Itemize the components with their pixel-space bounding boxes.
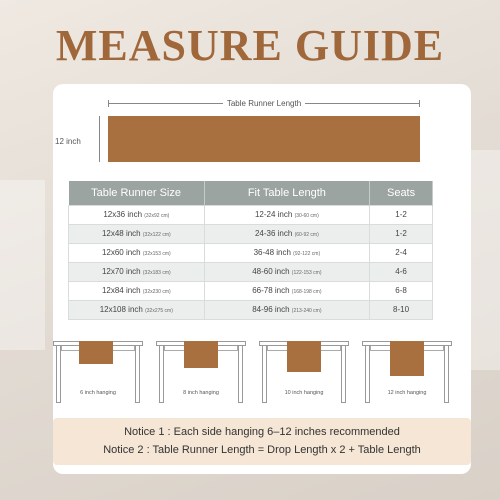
hanging-label: 8 inch hanging	[183, 390, 219, 396]
background-decor	[470, 150, 500, 370]
cell-seats	[370, 205, 433, 224]
fit-cm: (213-240 cm)	[291, 308, 322, 314]
size-table	[68, 181, 433, 320]
seats-value: 6-8	[395, 286, 407, 295]
background-decor	[0, 180, 45, 350]
cell-fit	[204, 262, 370, 281]
cell-seats	[370, 224, 433, 243]
cell-size	[69, 243, 205, 262]
fit-cm: (122-153 cm)	[291, 270, 322, 276]
fit-value: 36-48 inch	[253, 248, 291, 257]
seats-value: 1-2	[395, 210, 407, 219]
size-value: 12x48 inch	[101, 229, 141, 238]
notice-line-2: Notice 2 : Table Runner Length = Drop Length x 2 + Table Length	[103, 444, 421, 456]
size-cm: (32x230 cm)	[142, 289, 171, 295]
size-value: 12x70 inch	[101, 267, 141, 276]
fit-cm: (30-60 cm)	[294, 213, 319, 219]
cell-fit	[204, 205, 370, 224]
fit-value: 84-96 inch	[252, 305, 290, 314]
fit-value: 48-60 inch	[252, 267, 290, 276]
fit-cm: (168-198 cm)	[291, 289, 322, 295]
table-header-row	[69, 181, 433, 205]
seats-value: 4-6	[395, 267, 407, 276]
header-seats: Seats	[370, 181, 433, 205]
runner-drop	[79, 341, 113, 364]
size-cm: (32x92 cm)	[144, 213, 170, 219]
length-dimension-label: Table Runner Length	[108, 99, 420, 108]
fit-cm: (60-92 cm)	[294, 232, 319, 238]
cell-fit	[204, 281, 370, 300]
runner-drop	[390, 341, 424, 376]
notice-line-1: Notice 1 : Each side hanging 6–12 inches recommended	[124, 426, 400, 438]
cell-size	[69, 224, 205, 243]
fit-value: 12-24 inch	[254, 210, 293, 219]
hanging-label: 12 inch hanging	[387, 390, 427, 396]
hanging-label: 10 inch hanging	[284, 390, 324, 396]
cell-seats	[370, 281, 433, 300]
size-cm: (32x183 cm)	[142, 270, 171, 276]
hanging-label: 6 inch hanging	[80, 390, 116, 396]
size-value: 12x84 inch	[101, 286, 141, 295]
cell-size	[69, 262, 205, 281]
table-runner-diagram	[108, 116, 420, 162]
cell-fit	[204, 224, 370, 243]
cell-seats	[370, 243, 433, 262]
size-cm: (32x122 cm)	[142, 232, 171, 238]
notice-box	[53, 418, 471, 465]
fit-value: 24-36 inch	[254, 229, 293, 238]
fit-cm: (92-122 cm)	[293, 251, 321, 257]
table-row	[69, 300, 433, 319]
header-size: Table Runner Size	[69, 181, 205, 205]
width-dimension-line	[99, 116, 100, 162]
table-row	[69, 224, 433, 243]
cell-size	[69, 300, 205, 319]
cell-size	[69, 281, 205, 300]
size-value: 12x108 inch	[99, 305, 143, 314]
fit-value: 66-78 inch	[252, 286, 290, 295]
seats-value: 1-2	[395, 229, 407, 238]
cell-seats	[370, 300, 433, 319]
header-fit: Fit Table Length	[204, 181, 370, 205]
cell-fit	[204, 243, 370, 262]
runner-drop	[184, 341, 218, 368]
size-cm: (32x153 cm)	[142, 251, 171, 257]
table-row	[69, 243, 433, 262]
cell-seats	[370, 262, 433, 281]
size-value: 12x60 inch	[101, 248, 141, 257]
cell-size	[69, 205, 205, 224]
width-dimension-label: 12 inch	[55, 137, 81, 146]
table-row	[69, 281, 433, 300]
seats-value: 2-4	[395, 248, 407, 257]
table-row	[69, 262, 433, 281]
size-cm: (32x275 cm)	[145, 308, 173, 314]
cell-fit	[204, 300, 370, 319]
size-value: 12x36 inch	[103, 210, 143, 219]
seats-value: 8-10	[393, 305, 410, 314]
runner-drop	[287, 341, 321, 372]
page-title: MEASURE GUIDE	[55, 21, 445, 70]
table-row	[69, 205, 433, 224]
